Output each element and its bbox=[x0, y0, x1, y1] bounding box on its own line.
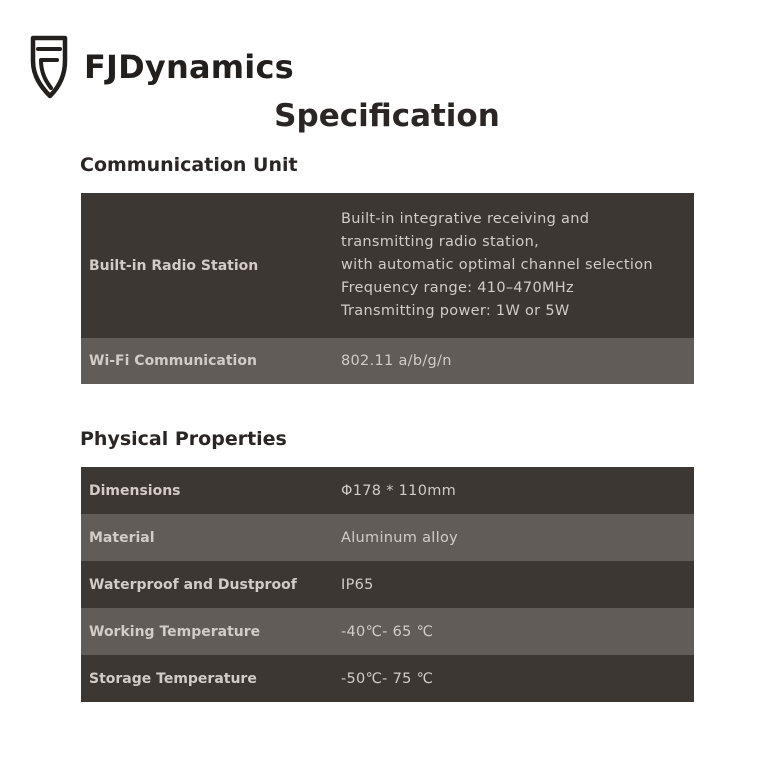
brand-name: FJDynamics bbox=[84, 48, 294, 86]
page-title: Specification bbox=[274, 98, 500, 134]
row-value: Φ178 * 110mm bbox=[341, 482, 457, 499]
value-lines bbox=[341, 208, 694, 323]
row-label: Wi-Fi Communication bbox=[89, 353, 257, 369]
physical-spec-table bbox=[81, 467, 694, 702]
value-line: Transmitting power: 1W or 5W bbox=[341, 303, 570, 319]
row-label: Built-in Radio Station bbox=[89, 257, 259, 274]
value-line: Frequency range: 410–470MHz bbox=[341, 280, 574, 296]
row-label: Waterproof and Dustproof bbox=[89, 576, 297, 593]
table-row bbox=[81, 561, 694, 608]
row-value: 802.11 a/b/g/n bbox=[341, 353, 452, 369]
section-title-physical: Physical Properties bbox=[80, 428, 287, 450]
table-row bbox=[81, 514, 694, 561]
row-value: -40℃- 65 ℃ bbox=[341, 623, 434, 640]
row-label: Working Temperature bbox=[89, 623, 261, 640]
value-line: transmitting radio station, bbox=[341, 234, 540, 250]
row-value: -50℃- 75 ℃ bbox=[341, 670, 434, 687]
row-value: IP65 bbox=[341, 576, 374, 593]
value-line: with automatic optimal channel selection bbox=[341, 257, 653, 273]
brand-header bbox=[30, 34, 294, 100]
row-value bbox=[341, 193, 694, 338]
table-row bbox=[81, 655, 694, 702]
row-label: Storage Temperature bbox=[89, 670, 257, 687]
row-value: Aluminum alloy bbox=[341, 529, 458, 546]
value-line: Built-in integrative receiving and bbox=[341, 211, 590, 227]
section-title-communication: Communication Unit bbox=[80, 154, 298, 176]
table-row bbox=[81, 338, 694, 384]
row-label: Dimensions bbox=[89, 482, 181, 499]
communication-spec-table bbox=[81, 193, 694, 384]
table-row bbox=[81, 193, 694, 338]
table-row bbox=[81, 467, 694, 514]
row-label: Material bbox=[89, 529, 155, 546]
table-row bbox=[81, 608, 694, 655]
fjd-shield-logo-icon bbox=[30, 34, 68, 100]
